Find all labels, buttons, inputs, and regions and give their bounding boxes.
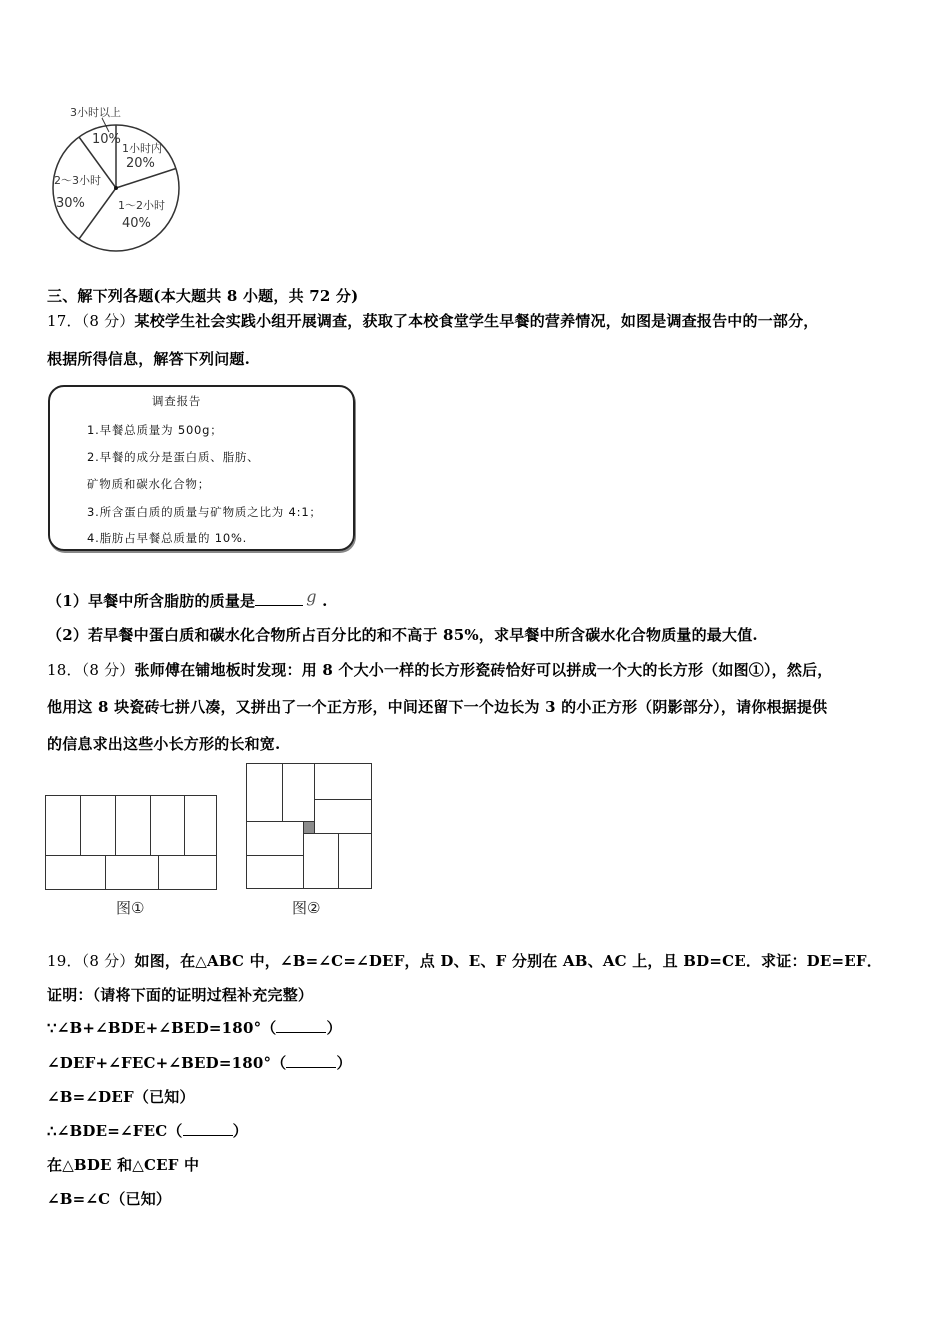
proof-step-1-text: ∵∠B+∠BDE+∠BED=180°（ [47,1019,277,1037]
pie-chart [46,100,196,260]
tile [150,795,185,856]
q18-stem-line1: 张师傅在铺地板时发现：用 8 个大小一样的长方形瓷砖恰好可以拼成一个大的长方形（如图①），然后， [134,661,833,679]
q19-proof-intro: 证明：（请将下面的证明过程补充完整） [47,986,314,1004]
pie-label-2-3h: 2～3小时 [54,174,101,187]
q18-stem-line2: 他用这 8 块瓷砖七拼八凑，又拼出了一个正方形，中间还留下一个边长为 3 的小正方形（阴影部分），请你根据提供 [47,698,828,716]
proof-step-4-close: ） [232,1122,248,1140]
tile [80,795,116,856]
tile [246,763,283,822]
proof-step-3: ∠B=∠DEF（已知） [47,1088,195,1106]
q17-stem-line2: 根据所得信息，解答下列问题. [47,350,251,368]
proof-step-6: ∠B=∠C（已知） [47,1190,172,1208]
report-title: 调查报告 [152,394,202,408]
pie-label-3h-plus: 3小时以上 [70,106,121,119]
tile [158,855,217,890]
tile [115,795,151,856]
pie-pct-1h: 20% [126,156,155,171]
q17-part1 [47,587,328,611]
q17-part1-text: （1）早餐中所含脂肪的质量是 [47,592,256,610]
q19-number: 19．（8 分） [47,952,135,970]
q17-line1 [47,311,819,331]
q18-line1 [47,660,833,680]
q17-stem-line1: 某校学生社会实践小组开展调查，获取了本校食堂学生早餐的营养情况，如图是调查报告中的一部分， [134,312,819,330]
tile [282,763,315,822]
pie-pct-2-3h: 30% [56,196,85,211]
proof-step-2-close: ） [336,1054,352,1072]
report-line-3: 矿物质和碳水化合物； [87,477,210,491]
tile [246,855,304,889]
pie-pct-1-2h: 40% [122,216,151,231]
tile [303,833,339,889]
figure-1-caption: 图① [116,899,145,917]
proof-step-4 [47,1121,248,1141]
survey-report-box [48,385,355,551]
tile [338,833,372,889]
tile [45,795,81,856]
report-line-4: 3.所含蛋白质的质量与矿物质之比为 4:1； [87,505,322,519]
q17-number: 17．（8 分） [47,312,135,330]
q18-stem-line3: 的信息求出这些小长方形的长和宽. [47,735,281,753]
proof-step-4-blank[interactable] [183,1121,233,1136]
proof-step-1-blank[interactable] [276,1018,326,1033]
pie-label-1-2h: 1～2小时 [118,199,165,212]
q17-part2: （2）若早餐中蛋白质和碳水化合物所占百分比的和不高于 85%，求早餐中所含碳水化合物质量的最大值. [47,626,758,644]
report-line-2: 2.早餐的成分是蛋白质、脂肪、 [87,450,260,464]
tile [45,855,106,890]
tile [184,795,217,856]
proof-step-2 [47,1053,352,1073]
q18-number: 18．（8 分） [47,661,135,679]
figure-1-tiles [45,795,217,890]
q19-stem: 如图，在△ABC 中，∠B=∠C=∠DEF，点 D、E、F 分别在 AB、AC 上，且 BD=CE．求证：DE=EF． [134,952,882,970]
pie-pct-3h-plus: 10% [92,132,121,147]
proof-step-5: 在△BDE 和△CEF 中 [47,1156,200,1174]
proof-step-2-text: ∠DEF+∠FEC+∠BED=180°（ [47,1054,287,1072]
report-line-1: 1.早餐总质量为 500g； [87,423,223,437]
proof-step-2-blank[interactable] [286,1053,336,1068]
section-heading: 三、解下列各题(本大题共 8 小题，共 72 分) [47,287,359,305]
tile [314,799,372,834]
figure-2-tiles [246,763,372,889]
tile [246,821,304,856]
proof-step-1 [47,1018,342,1038]
report-line-5: 4.脂肪占早餐总质量的 10%. [87,531,248,545]
proof-step-4-text: ∴∠BDE=∠FEC（ [47,1122,183,1140]
shaded-square [303,821,315,834]
proof-step-1-close: ） [326,1019,342,1037]
q17-part1-suffix: . [316,592,328,610]
pie-label-1h: 1小时内 [122,142,162,155]
figure-2-caption: 图② [292,899,321,917]
tile [314,763,372,800]
q19-line1 [47,951,882,971]
q17-part1-answer-blank[interactable] [255,591,303,606]
q17-part1-unit: g [306,587,317,606]
tile [105,855,159,890]
